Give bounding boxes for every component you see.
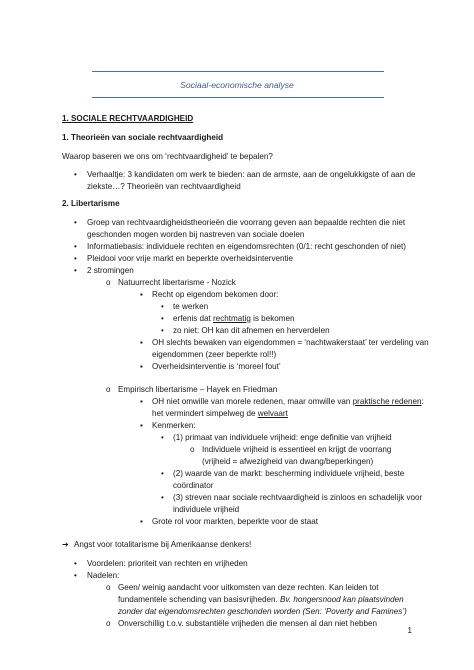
bullet-icon: • (74, 254, 77, 263)
stream2-feature3-line1: (3) streven naar sociale rechtvaardigheid is zinloos en schadelijk voor (173, 493, 423, 502)
stream2-item-c: Grote rol voor markten, beperkte voor de staat (152, 517, 319, 526)
stream1-item-c: Overheidsinterventie is ‘moreel fout’ (152, 362, 281, 371)
page-number: 1 (407, 626, 412, 635)
stream2-item-a-line2: het vermindert simpelweg de welvaart (152, 409, 288, 418)
section2-bullet1-line2: geschonden mogen worden bij nastreven van sociale doelen (87, 230, 305, 239)
nadeel2: Onverschillig t.o.v. substantiële vrijheden die mensen al dan niet hebben (118, 619, 378, 628)
section2-bullet4: 2 stromingen (87, 266, 134, 275)
stream2-item-a-line1: OH niet omwille van morele redenen, maar omwille van praktische redenen: (152, 397, 424, 406)
section1-heading: 1. SOCIALE RECHTVAARDIGHEID (62, 114, 194, 123)
stream2-feature1: (1) primaat van individuele vrijheid: enge definitie van vrijheid (173, 433, 392, 442)
section1-question: Waarop baseren we ons om ‘rechtvaardigheid’ te bepalen? (62, 152, 273, 161)
stream1-item-a3: zo niet: OH kan dit afnemen en herverdelen (173, 326, 330, 335)
header-rule-bottom (92, 97, 384, 98)
stream1-item-a: Recht op eigendom bekomen door: (152, 290, 279, 299)
bullet-icon: • (74, 266, 77, 275)
stream2-feature1a-line1: Individuele vrijheid is essentieel en krijgt de voorrang (202, 445, 392, 454)
circle-bullet-icon: o (106, 583, 111, 592)
stream2-feature2-line2: coördinator (173, 481, 214, 490)
nadeel1-line3: zonder dat eigendomsrechten geschonden worden (Sen: ‘Poverty and Famines’) (118, 607, 407, 616)
bullet-icon: • (161, 302, 164, 311)
bullet-icon: • (161, 469, 164, 478)
closing-arrow-line: Angst voor totalitarisme bij Amerikaanse denkers! (74, 540, 252, 549)
stream1-item-a1: te werken (173, 302, 209, 311)
header-rule-top (92, 71, 384, 72)
square-bullet-icon: ▪ (140, 397, 143, 406)
section1-bullet-line1: Verhaaltje: 3 kandidaten om werk te bieden: aan de armste, aan de ongelukkigste of aan de (87, 170, 416, 179)
square-bullet-icon: ▪ (140, 338, 143, 347)
stream1-item-b-line2: eigendommen (zeer beperkte rol!!) (152, 350, 277, 359)
square-bullet-icon: ▪ (140, 362, 143, 371)
stream2-feature3-line2: individuele vrijheid (173, 505, 240, 514)
arrow-right-icon: ➔ (62, 540, 69, 549)
section1-bullet-line2: ziekste…? Theorieën van rechtvaardigheid (87, 182, 241, 191)
bullet-icon: • (74, 218, 77, 227)
stream1-item-a2: erfenis dat rechtmatig is bekomen (173, 314, 295, 323)
nadeel1-line1: Geen/ weinig aandacht voor uitkomsten van deze rechten. Kan leiden tot (118, 583, 379, 592)
bullet-icon: • (74, 571, 77, 580)
header-title: Sociaal-economische analyse (180, 80, 294, 90)
bullet-icon: • (161, 326, 164, 335)
section2-bullet1-line1: Groep van rechtvaardigheidstheorieën die voorrang geven aan bepaalde rechten die niet (87, 218, 406, 227)
circle-bullet-icon: o (106, 278, 111, 287)
square-bullet-icon: ▪ (140, 517, 143, 526)
stream2-feature2-line1: (2) waarde van de markt: bescherming individuele vrijheid, beste (173, 469, 405, 478)
bullet-icon: • (161, 433, 164, 442)
stream2-title: Empirisch libertarisme – Hayek en Friedman (118, 385, 278, 394)
closing-nadelen: Nadelen: (87, 571, 120, 580)
bullet-icon: • (161, 314, 164, 323)
square-bullet-icon: ▪ (140, 290, 143, 299)
circle-bullet-icon: o (106, 385, 111, 394)
bullet-icon: • (161, 493, 164, 502)
bullet-icon: • (74, 559, 77, 568)
bullet-icon: • (74, 170, 77, 179)
nadeel1-line2: fundamentele schending van basisvrijheden. Bv. hongersnood kan plaatsvinden (118, 595, 404, 604)
section2-bullet3: Pleidooi voor vrije markt en beperkte overheidsinterventie (87, 254, 294, 263)
circle-bullet-icon: o (190, 445, 195, 454)
section2-heading: 2. Libertarisme (62, 199, 120, 208)
closing-voordelen: Voordelen: prioriteit van rechten en vrijheden (87, 559, 248, 568)
section1-subheading: 1. Theorieën van sociale rechtvaardigheid (62, 133, 224, 142)
circle-bullet-icon: o (106, 619, 111, 628)
stream1-title: Natuurrecht libertarisme - Nozick (118, 278, 236, 287)
bullet-icon: • (74, 242, 77, 251)
stream2-item-b: Kenmerken: (152, 421, 196, 430)
stream2-feature1a-line2: (vrijheid = afwezigheid van dwang/beperkingen) (202, 457, 374, 466)
section2-bullet2: Informatiebasis: individuele rechten en eigendomsrechten (0/1: recht geschonden of niet) (87, 242, 406, 251)
square-bullet-icon: ▪ (140, 421, 143, 430)
stream1-item-b-line1: OH slechts bewaken van eigendommen = ‘nachtwakerstaat’ ter verdeling van (152, 338, 429, 347)
